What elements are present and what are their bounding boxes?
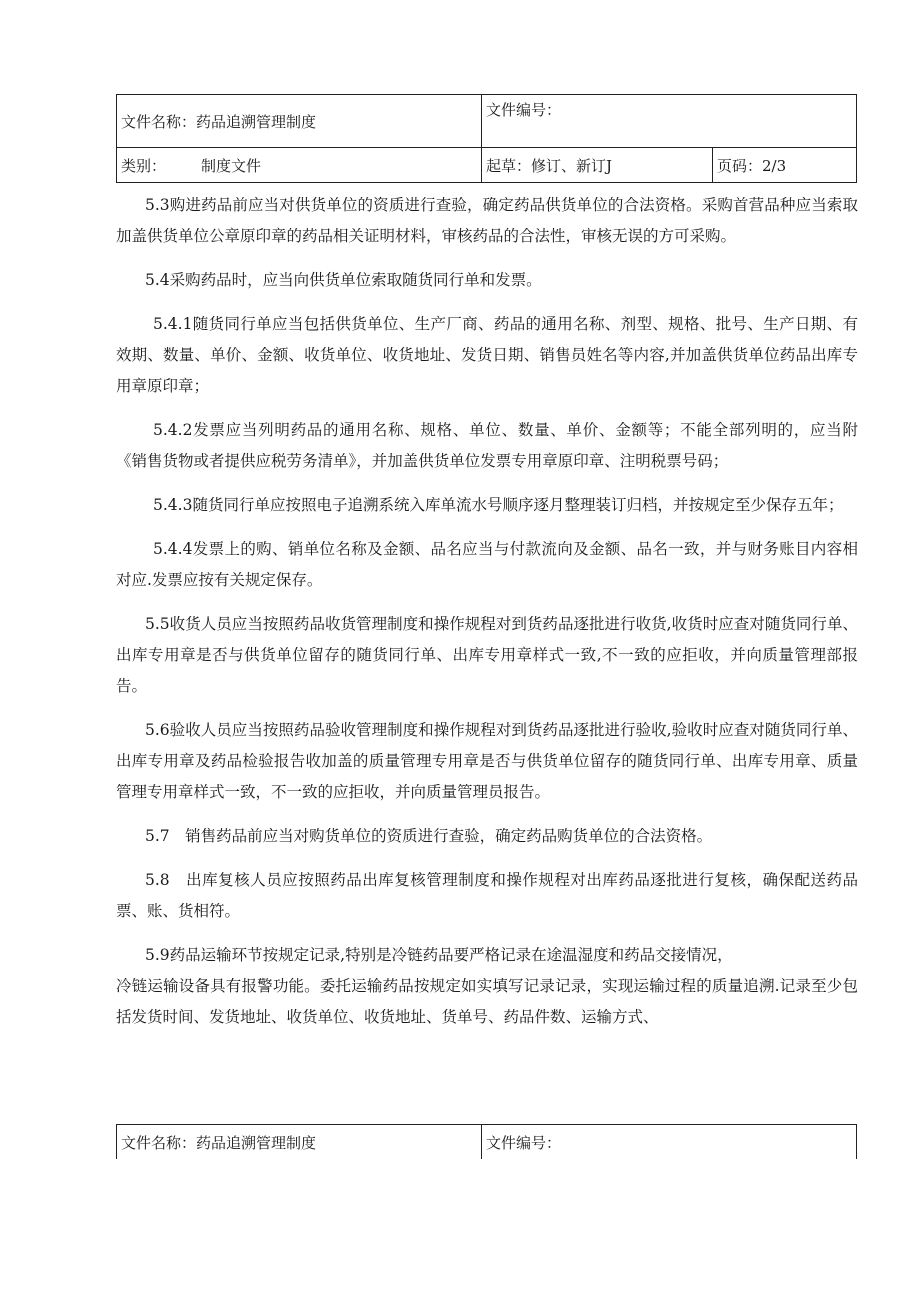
- category-value: 制度文件: [201, 156, 262, 175]
- section-5-4-1: 5.4.1随货同行单应当包括供货单位、生产厂商、药品的通用名称、剂型、规格、批号、生产日期、有效期、数量、单价、金额、收货单位、收货地址、发货日期、销售员姓名等内容,并加盖供货单位药品出库专用章原印章；: [116, 315, 858, 395]
- category-label: 类别：: [121, 156, 167, 175]
- file-number-label: 文件编号：: [486, 101, 562, 119]
- next-file-name-value: 药品追溯管理制度: [196, 1133, 317, 1152]
- draft-cell: [482, 148, 713, 183]
- page-number-cell: [713, 148, 857, 183]
- next-file-name-cell: [117, 1125, 482, 1160]
- section-5-8: 5.8 出库复核人员应按照药品出库复核管理制度和操作规程对出库药品逐批进行复核，确保配送药品票、账、货相符。: [116, 871, 858, 920]
- document-header-table: [116, 94, 857, 183]
- section-5-5: 5.5收货人员应当按照药品收货管理制度和操作规程对到货药品逐批进行收货,收货时应查对随货同行单、出库专用章是否与供货单位留存的随货同行单、出库专用章样式一致,不一致的应拒收，并向质量管理部报告。: [116, 615, 858, 695]
- next-file-number-cell: [482, 1125, 857, 1160]
- next-file-number-label: 文件编号：: [486, 1133, 562, 1152]
- section-5-4-3: 5.4.3随货同行单应按照电子追溯系统入库单流水号顺序逐月整理装订归档，并按规定至少保存五年；: [153, 496, 844, 514]
- section-5-4-2: 5.4.2发票应当列明药品的通用名称、规格、单位、数量、单价、金额等；不能全部列明的，应当附《销售货物或者提供应税劳务清单》，并加盖供货单位发票专用章原印章、注明税票号码；: [116, 421, 858, 470]
- next-file-name-label: 文件名称：: [121, 1133, 197, 1152]
- section-5-4-4: 5.4.4发票上的购、销单位名称及金额、品名应当与付款流向及金额、品名一致，并与财务账目内容相对应.发票应按有关规定保存。: [116, 540, 858, 589]
- section-5-6: 5.6验收人员应当按照药品验收管理制度和操作规程对到货药品逐批进行验收,验收时应查对随货同行单、出库专用章及药品检验报告收加盖的质量管理专用章是否与供货单位留存的随货同行单、出库专用章、质量管理专用章样式一致，不一致的应拒收，并向质量管理员报告。: [116, 721, 858, 801]
- category-cell: [117, 148, 482, 183]
- page-number: 页码：2/3: [717, 156, 787, 175]
- section-5-4: 5.4采购药品时，应当向供货单位索取随货同行单和发票。: [145, 271, 542, 289]
- section-5-3: 5.3购进药品前应当对供货单位的资质进行查验，确定药品供货单位的合法资格。采购首营品种应当索取加盖供货单位公章原印章的药品相关证明材料，审核药品的合法性，审核无误的方可采购。: [116, 196, 858, 245]
- next-page-header-table: [116, 1124, 857, 1159]
- section-5-9: 5.9药品运输环节按规定记录,特别是冷链药品要严格记录在途温湿度和药品交接情况，: [145, 946, 733, 964]
- file-name-cell: [117, 95, 482, 148]
- file-number-cell: [482, 95, 857, 148]
- section-5-7: 5.7 销售药品前应当对购货单位的资质进行查验，确定药品购货单位的合法资格。: [145, 827, 713, 845]
- file-name-value: 药品追溯管理制度: [196, 112, 317, 131]
- draft-status: 起草：修订、新订J: [486, 156, 613, 175]
- document-body: [116, 190, 858, 1033]
- section-5-9-continued: 冷链运输设备具有报警功能。委托运输药品按规定如实填写记录记录，实现运输过程的质量追溯.记录至少包括发货时间、发货地址、收货单位、收货地址、货单号、药品件数、运输方式、: [116, 977, 858, 1026]
- file-name-label: 文件名称：: [121, 112, 197, 131]
